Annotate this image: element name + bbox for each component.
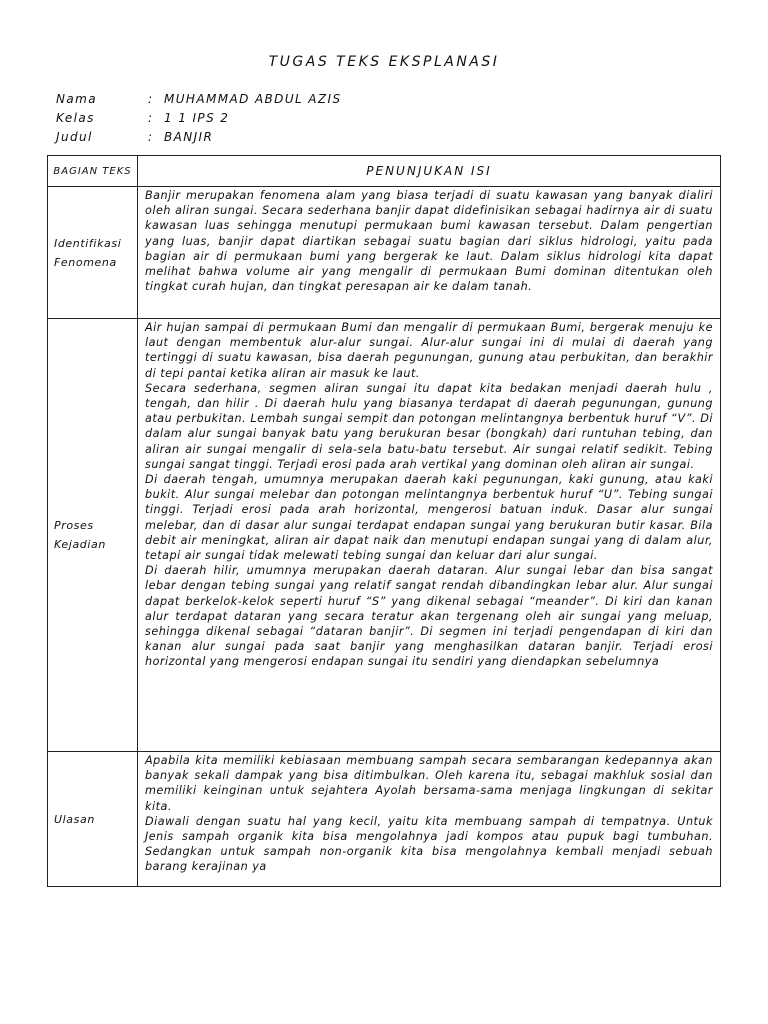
content-cell bbox=[138, 319, 721, 752]
header-part-cell: BAGIAN TEKS bbox=[48, 156, 138, 187]
paragraph: Di daerah tengah, umumnya merupakan daerah kaki pegunungan, kaki gunung, atau kaki bukit. Alur sungai melebar dan potongan melintangnya berbentuk huruf “U”. Tebing sungai tinggi. Terjadi erosi pada arah horizontal, mengerosi batuan induk. Dasar alur sungai melebar, dan di dasar alur sungai terdapat endapan sungai yang berukuran butir kasar. Bila debit air meningkat, aliran air dapat naik dan menutupi endapan sungai yang di dalam alur, tetapi air sungai tidak melewati tebing sungai dan keluar dari alur sungai. bbox=[145, 473, 713, 563]
part-cell: Identifikasi Fenomena bbox=[48, 187, 138, 319]
paragraph: Diawali dengan suatu hal yang kecil, yaitu kita membuang sampah di tempatnya. Untuk Jenis sampah organik kita bisa mengolahnya jadi kompos atau pupuk bagi tumbuhan. Sedangkan untuk sampah non-organik kita bisa mengolahnya kembali menjadi sebuah barang kerajinan ya bbox=[145, 814, 713, 874]
info-colon: : bbox=[148, 92, 154, 106]
table-header-row bbox=[48, 156, 721, 187]
paragraph: Banjir merupakan fenomena alam yang biasa terjadi di suatu kawasan yang banyak dialiri oleh aliran sungai. Secara sederhana banjir dapat didefinisikan sebagai hadirnya air di suatu kawasan luas sehingga menutupi permukaan bumi kawasan tersebut. Dalam pengertian yang luas, banjir dapat diartikan sebagai suatu bagian dari siklus hidrologi, yaitu pada bagian air di permukaan bumi yang bergerak ke laut. Dalam siklus hidrologi kita dapat melihat bahwa volume air yang mengalir di permukaan Bumi dominan ditentukan oleh tingkat curah hujan, dan tingkat peresapan air ke dalam tanah. bbox=[145, 189, 713, 294]
info-row-class bbox=[56, 111, 342, 130]
info-value: BANJIR bbox=[164, 130, 214, 144]
table-row bbox=[48, 187, 721, 319]
content-cell bbox=[138, 187, 721, 319]
paragraph: Air hujan sampai di permukaan Bumi dan mengalir di permukaan Bumi, bergerak menuju ke laut dengan membentuk alur-alur sungai. Alur-alur sungai ini di mulai di daerah yang tertinggi di suatu kawasan, bisa daerah pegunungan, gunung atau perbukitan, dan berakhir di tepi pantai ketika aliran air masuk ke laut. bbox=[145, 321, 713, 380]
student-info bbox=[56, 92, 342, 149]
paragraph: Di daerah hilir, umumnya merupakan daerah dataran. Alur sungai lebar dan bisa sangat lebar dengan tebing sungai yang relatif sangat rendah dibandingkan lebar alur. Alur sungai dapat berkelok-kelok seperti huruf “S” yang dikenal sebagai “meander”. Di kiri dan kanan alur terdapat dataran yang secara teratur akan tergenang oleh air sungai yang meluap, sehingga dikenal sebagai “dataran banjir”. Di segmen ini terjadi pengendapan di kiri dan kanan alur sungai pada saat banjir yang menghasilkan dataran banjir. Terjadi erosi horizontal yang mengerosi endapan sungai itu sendiri yang diendapkan sebelumnya bbox=[145, 564, 713, 669]
header-content-cell: PENUNJUKAN ISI bbox=[138, 156, 721, 187]
info-row-title bbox=[56, 130, 342, 149]
info-value: MUHAMMAD ABDUL AZIS bbox=[164, 92, 342, 106]
paragraph: Secara sederhana, segmen aliran sungai itu dapat kita bedakan menjadi daerah hulu , tengah, dan hilir . Di daerah hulu yang biasanya terdapat di daerah pegunungan, gunung atau perbukitan. Lembah sungai sempit dan potongan melintangnya berbentuk huruf “V”. Di dalam alur sungai banyak batu yang berukuran besar (bongkah) dari runtuhan tebing, dan aliran air sungai mengalir di sela-sela batu-batu tersebut. Air sungai relatif sedikit. Tebing sungai sangat tinggi. Terjadi erosi pada arah vertikal yang dominan oleh aliran air sungai. bbox=[145, 381, 713, 471]
info-colon: : bbox=[148, 130, 154, 144]
document-title: TUGAS TEKS EKSPLANASI bbox=[268, 54, 500, 70]
info-label: Nama bbox=[56, 92, 97, 106]
info-value: 1 1 IPS 2 bbox=[164, 111, 230, 125]
table-row bbox=[48, 319, 721, 752]
info-row-name bbox=[56, 92, 342, 111]
part-cell: Proses Kejadian bbox=[48, 319, 138, 752]
content-cell bbox=[138, 752, 721, 887]
info-label: Judul bbox=[56, 130, 93, 144]
table-row bbox=[48, 752, 721, 887]
info-colon: : bbox=[148, 111, 154, 125]
structure-table bbox=[47, 155, 721, 887]
part-cell: Ulasan bbox=[48, 752, 138, 887]
info-label: Kelas bbox=[56, 111, 95, 125]
paragraph: Apabila kita memiliki kebiasaan membuang sampah secara sembarangan kedepannya akan banyak sekali dampak yang bisa ditimbulkan. Oleh karena itu, sebagai makhluk sosial dan memiliki keinginan untuk sejahtera Ayolah bersama-sama menjaga lingkungan di sekitar kita. bbox=[145, 754, 713, 813]
